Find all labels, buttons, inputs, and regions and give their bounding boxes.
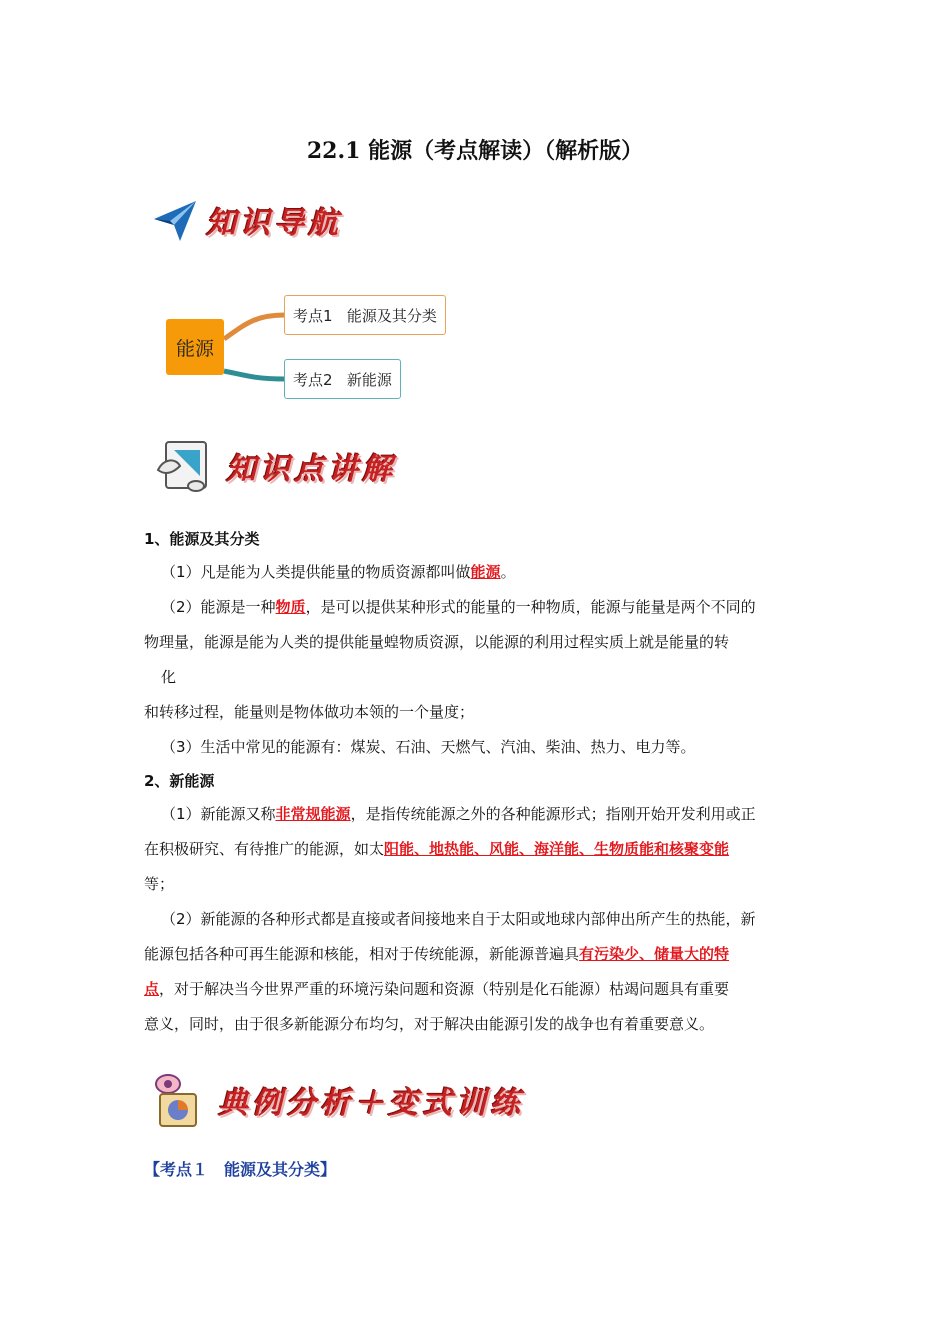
paragraph-line: 等； [144, 875, 175, 893]
highlight-term: 能源 [470, 563, 501, 581]
banner-knowledge-explain [150, 436, 396, 496]
paragraph-line: 和转移过程，能量则是物体做功本领的一个量度； [144, 703, 475, 721]
text-run: 在积极研究、有待推广的能源，如太 [144, 840, 385, 858]
paper-plane-icon [150, 195, 200, 245]
branch-2 [224, 371, 284, 379]
paragraph-line [144, 832, 814, 867]
paragraph-line: （3）生活中常见的能源有：煤炭、石油、天燃气、汽油、柴油、热力、电力等。 [161, 738, 696, 756]
kaodian-title: 【考点１ 能源及其分类】 [144, 1160, 337, 1179]
paragraph-line [144, 590, 814, 625]
paragraph-line: 物理量，能源是能为人类的提供能量蝗物质资源，以能源的利用过程实质上就是能量的转 [144, 633, 730, 651]
highlight-term: 点 [144, 980, 160, 998]
highlight-term: 阳能、地热能、风能、海洋能、生物质能和核聚变能 [384, 840, 730, 858]
paragraph-line: （2）新能源的各种形式都是直接或者间接地来自于太阳或地球内部伸出所产生的热能，新 [161, 910, 756, 928]
paragraph-line: 化 [161, 668, 177, 686]
paragraph-line: 意义，同时，由于很多新能源分布均匀，对于解决由能源引发的战争也有着重要意义。 [144, 1015, 715, 1033]
scroll-chart-icon [150, 1070, 206, 1130]
mind-map [160, 285, 480, 415]
highlight-term: 物质 [275, 598, 306, 616]
banner-examples [150, 1070, 524, 1130]
content-body [144, 523, 814, 1042]
text-run: （2）能源是一种 [161, 598, 276, 616]
banner-title: 知识导航 [206, 206, 342, 241]
text-run: ，是可以提供某种形式的能量的一种物质，能源与能量是两个不同的 [305, 598, 756, 616]
text-run: 能源包括各种可再生能源和核能，相对于传统能源，新能源普遍具 [144, 945, 580, 963]
page-title: 22.1 能源（考点解读）（解析版） [306, 138, 644, 164]
text-run: （1）新能源又称 [161, 805, 276, 823]
paragraph-line [144, 797, 814, 832]
paragraph-line [144, 555, 814, 590]
banner-title: 典例分析＋变式训练 [218, 1086, 524, 1121]
text-run: ，对于解决当今世界严重的环境污染问题和资源（特别是化石能源）枯竭问题具有重要 [159, 980, 730, 998]
text-run: 。 [500, 563, 516, 581]
paragraph-line [144, 972, 814, 1007]
text-run: （1）凡是能为人类提供能量的物质资源都叫做 [161, 563, 471, 581]
branch-1 [224, 315, 284, 339]
highlight-term: 有污染少、储量大的特 [579, 945, 730, 963]
section-heading-2: 2、新能源 [144, 772, 215, 790]
paragraph-line [144, 937, 814, 972]
banner-title: 知识点讲解 [226, 452, 396, 487]
section-heading-1: 1、能源及其分类 [144, 530, 260, 548]
scroll-quill-icon [150, 436, 216, 496]
mind-map-node-2: 考点2 新能源 [284, 359, 401, 399]
mind-map-node-1: 考点1 能源及其分类 [284, 295, 446, 335]
banner-knowledge-nav [150, 190, 342, 250]
text-run: ，是指传统能源之外的各种能源形式；指刚开始开发利用或正 [350, 805, 756, 823]
mind-map-root: 能源 [166, 319, 224, 375]
highlight-term: 非常规能源 [275, 805, 351, 823]
